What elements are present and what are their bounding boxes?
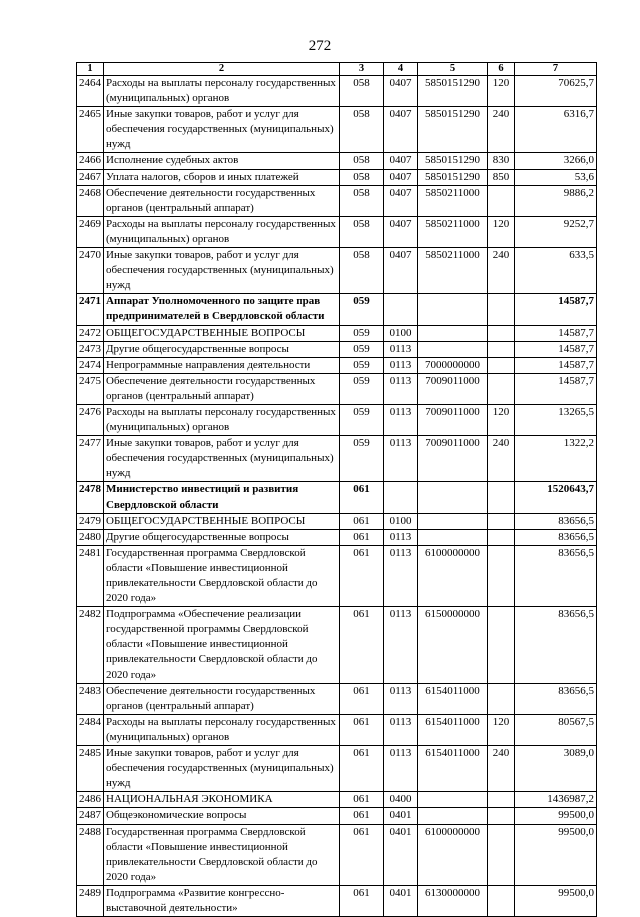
- target-article-code: [418, 325, 488, 341]
- department-code: 059: [340, 325, 384, 341]
- target-article-code: 5850151290: [418, 169, 488, 185]
- table-row: [77, 513, 597, 529]
- department-code: 061: [340, 746, 384, 792]
- section-code: 0401: [384, 885, 418, 916]
- row-number: 2477: [77, 436, 104, 482]
- target-article-code: 5850211000: [418, 216, 488, 247]
- table-row: [77, 107, 597, 153]
- section-code: 0113: [384, 545, 418, 606]
- row-number: 2479: [77, 513, 104, 529]
- target-article-code: [418, 792, 488, 808]
- department-code: 058: [340, 107, 384, 153]
- expense-type-code: [488, 824, 515, 885]
- target-article-code: [418, 808, 488, 824]
- table-row: [77, 153, 597, 169]
- expense-type-code: 120: [488, 714, 515, 745]
- section-code: 0113: [384, 607, 418, 683]
- row-number: 2470: [77, 248, 104, 294]
- amount: 1322,2: [515, 436, 597, 482]
- table-row: [77, 808, 597, 824]
- target-article-code: 5850211000: [418, 185, 488, 216]
- row-number: 2486: [77, 792, 104, 808]
- department-code: 061: [340, 714, 384, 745]
- target-article-code: 5850151290: [418, 107, 488, 153]
- target-article-code: 6100000000: [418, 824, 488, 885]
- table-row: [77, 746, 597, 792]
- target-article-code: 6154011000: [418, 714, 488, 745]
- row-number: 2466: [77, 153, 104, 169]
- target-article-code: 5850151290: [418, 76, 488, 107]
- item-name: Иные закупки товаров, работ и услуг для обеспечения государственных (муниципальных) нужд: [104, 248, 340, 294]
- section-code: 0113: [384, 357, 418, 373]
- column-header: 5: [418, 63, 488, 76]
- section-code: 0401: [384, 824, 418, 885]
- department-code: 061: [340, 482, 384, 513]
- page-number: 272: [308, 38, 332, 54]
- section-code: 0407: [384, 216, 418, 247]
- item-name: Общеэкономические вопросы: [104, 808, 340, 824]
- target-article-code: [418, 341, 488, 357]
- table-row: [77, 294, 597, 325]
- expense-type-code: 120: [488, 76, 515, 107]
- table-row: [77, 357, 597, 373]
- expense-type-code: [488, 513, 515, 529]
- expense-type-code: [488, 607, 515, 683]
- table-row: [77, 76, 597, 107]
- department-code: 061: [340, 529, 384, 545]
- amount: 70625,7: [515, 76, 597, 107]
- target-article-code: 6100000000: [418, 545, 488, 606]
- expense-type-code: [488, 885, 515, 916]
- table-row: [77, 216, 597, 247]
- item-name: Подпрограмма «Обеспечение реализации государственной программы Свердловской области «Повышение инвестиционной привлекательности Свердловской области до 2020 года»: [104, 607, 340, 683]
- expense-type-code: [488, 683, 515, 714]
- expense-type-code: 240: [488, 248, 515, 294]
- row-number: 2467: [77, 169, 104, 185]
- row-number: 2465: [77, 107, 104, 153]
- department-code: 058: [340, 216, 384, 247]
- amount: 9252,7: [515, 216, 597, 247]
- amount: 83656,5: [515, 607, 597, 683]
- section-code: 0401: [384, 808, 418, 824]
- row-number: 2475: [77, 373, 104, 404]
- amount: 3089,0: [515, 746, 597, 792]
- section-code: 0113: [384, 529, 418, 545]
- amount: 14587,7: [515, 373, 597, 404]
- column-header: 1: [77, 63, 104, 76]
- target-article-code: 7009011000: [418, 404, 488, 435]
- column-header: 4: [384, 63, 418, 76]
- row-number: 2480: [77, 529, 104, 545]
- department-code: 061: [340, 607, 384, 683]
- expense-type-code: [488, 545, 515, 606]
- item-name: Обеспечение деятельности государственных органов (центральный аппарат): [104, 683, 340, 714]
- table-row: [77, 792, 597, 808]
- section-code: 0113: [384, 341, 418, 357]
- table-row: [77, 341, 597, 357]
- item-name: Иные закупки товаров, работ и услуг для обеспечения государственных (муниципальных) нужд: [104, 746, 340, 792]
- amount: 99500,0: [515, 885, 597, 916]
- budget-table: [76, 62, 597, 917]
- section-code: [384, 482, 418, 513]
- expense-type-code: [488, 808, 515, 824]
- amount: 99500,0: [515, 808, 597, 824]
- row-number: 2484: [77, 714, 104, 745]
- item-name: Непрограммные направления деятельности: [104, 357, 340, 373]
- row-number: 2473: [77, 341, 104, 357]
- item-name: Расходы на выплаты персоналу государственных (муниципальных) органов: [104, 404, 340, 435]
- item-name: Иные закупки товаров, работ и услуг для обеспечения государственных (муниципальных) нужд: [104, 107, 340, 153]
- table-row: [77, 404, 597, 435]
- department-code: 061: [340, 683, 384, 714]
- department-code: 058: [340, 169, 384, 185]
- expense-type-code: [488, 792, 515, 808]
- table-row: [77, 607, 597, 683]
- item-name: ОБЩЕГОСУДАРСТВЕННЫЕ ВОПРОСЫ: [104, 325, 340, 341]
- section-code: 0407: [384, 185, 418, 216]
- section-code: 0407: [384, 107, 418, 153]
- department-code: 061: [340, 513, 384, 529]
- department-code: 059: [340, 404, 384, 435]
- expense-type-code: [488, 325, 515, 341]
- section-code: 0400: [384, 792, 418, 808]
- table-row: [77, 714, 597, 745]
- department-code: 059: [340, 341, 384, 357]
- item-name: Расходы на выплаты персоналу государственных (муниципальных) органов: [104, 216, 340, 247]
- item-name: НАЦИОНАЛЬНАЯ ЭКОНОМИКА: [104, 792, 340, 808]
- expense-type-code: 120: [488, 216, 515, 247]
- row-number: 2482: [77, 607, 104, 683]
- section-code: 0407: [384, 169, 418, 185]
- target-article-code: 6150000000: [418, 607, 488, 683]
- target-article-code: 6130000000: [418, 885, 488, 916]
- item-name: Государственная программа Свердловской области «Повышение инвестиционной привлекательности Свердловской области до 2020 года»: [104, 545, 340, 606]
- item-name: Расходы на выплаты персоналу государственных (муниципальных) органов: [104, 714, 340, 745]
- row-number: 2471: [77, 294, 104, 325]
- amount: 80567,5: [515, 714, 597, 745]
- section-code: 0407: [384, 76, 418, 107]
- row-number: 2483: [77, 683, 104, 714]
- amount: 53,6: [515, 169, 597, 185]
- row-number: 2485: [77, 746, 104, 792]
- table-row: [77, 824, 597, 885]
- column-header: 2: [104, 63, 340, 76]
- table-row: [77, 885, 597, 916]
- target-article-code: 7009011000: [418, 436, 488, 482]
- table-row: [77, 185, 597, 216]
- item-name: Аппарат Уполномоченного по защите прав предпринимателей в Свердловской области: [104, 294, 340, 325]
- amount: 83656,5: [515, 545, 597, 606]
- section-code: 0113: [384, 404, 418, 435]
- table-body: [77, 76, 597, 917]
- target-article-code: [418, 513, 488, 529]
- target-article-code: [418, 482, 488, 513]
- amount: 14587,7: [515, 357, 597, 373]
- table-row: [77, 436, 597, 482]
- item-name: Исполнение судебных актов: [104, 153, 340, 169]
- amount: 13265,5: [515, 404, 597, 435]
- column-header: 7: [515, 63, 597, 76]
- expense-type-code: 830: [488, 153, 515, 169]
- expense-type-code: [488, 357, 515, 373]
- department-code: 059: [340, 373, 384, 404]
- row-number: 2469: [77, 216, 104, 247]
- item-name: Обеспечение деятельности государственных органов (центральный аппарат): [104, 185, 340, 216]
- amount: 1520643,7: [515, 482, 597, 513]
- item-name: Уплата налогов, сборов и иных платежей: [104, 169, 340, 185]
- department-code: 058: [340, 76, 384, 107]
- table-row: [77, 683, 597, 714]
- amount: 9886,2: [515, 185, 597, 216]
- row-number: 2476: [77, 404, 104, 435]
- department-code: 058: [340, 185, 384, 216]
- section-code: 0113: [384, 373, 418, 404]
- amount: 6316,7: [515, 107, 597, 153]
- department-code: 059: [340, 294, 384, 325]
- target-article-code: 7009011000: [418, 373, 488, 404]
- table-row: [77, 482, 597, 513]
- amount: 3266,0: [515, 153, 597, 169]
- expense-type-code: [488, 482, 515, 513]
- item-name: Обеспечение деятельности государственных органов (центральный аппарат): [104, 373, 340, 404]
- table-row: [77, 373, 597, 404]
- expense-type-code: 240: [488, 436, 515, 482]
- expense-type-code: [488, 373, 515, 404]
- row-number: 2488: [77, 824, 104, 885]
- expense-type-code: [488, 294, 515, 325]
- expense-type-code: 120: [488, 404, 515, 435]
- item-name: Подпрограмма «Развитие конгрессно-выставочной деятельности»: [104, 885, 340, 916]
- item-name: Государственная программа Свердловской области «Повышение инвестиционной привлекательности Свердловской области до 2020 года»: [104, 824, 340, 885]
- item-name: Другие общегосударственные вопросы: [104, 529, 340, 545]
- department-code: 059: [340, 357, 384, 373]
- expense-type-code: [488, 185, 515, 216]
- expense-type-code: [488, 529, 515, 545]
- section-code: [384, 294, 418, 325]
- header-row: [77, 63, 597, 76]
- target-article-code: [418, 294, 488, 325]
- expense-type-code: 240: [488, 107, 515, 153]
- row-number: 2489: [77, 885, 104, 916]
- department-code: 061: [340, 824, 384, 885]
- expense-type-code: 240: [488, 746, 515, 792]
- row-number: 2472: [77, 325, 104, 341]
- item-name: Другие общегосударственные вопросы: [104, 341, 340, 357]
- amount: 99500,0: [515, 824, 597, 885]
- department-code: 058: [340, 153, 384, 169]
- section-code: 0113: [384, 683, 418, 714]
- amount: 14587,7: [515, 294, 597, 325]
- department-code: 061: [340, 792, 384, 808]
- section-code: 0113: [384, 714, 418, 745]
- item-name: Министерство инвестиций и развития Свердловской области: [104, 482, 340, 513]
- table-row: [77, 529, 597, 545]
- amount: 83656,5: [515, 683, 597, 714]
- amount: 83656,5: [515, 529, 597, 545]
- column-header: 6: [488, 63, 515, 76]
- amount: 14587,7: [515, 325, 597, 341]
- target-article-code: 6154011000: [418, 746, 488, 792]
- amount: 14587,7: [515, 341, 597, 357]
- target-article-code: 5850151290: [418, 153, 488, 169]
- table-row: [77, 325, 597, 341]
- section-code: 0113: [384, 746, 418, 792]
- section-code: 0407: [384, 153, 418, 169]
- row-number: 2468: [77, 185, 104, 216]
- column-header: 3: [340, 63, 384, 76]
- department-code: 061: [340, 808, 384, 824]
- row-number: 2481: [77, 545, 104, 606]
- target-article-code: 6154011000: [418, 683, 488, 714]
- department-code: 058: [340, 248, 384, 294]
- target-article-code: 5850211000: [418, 248, 488, 294]
- department-code: 061: [340, 545, 384, 606]
- department-code: 061: [340, 885, 384, 916]
- item-name: ОБЩЕГОСУДАРСТВЕННЫЕ ВОПРОСЫ: [104, 513, 340, 529]
- row-number: 2478: [77, 482, 104, 513]
- table-row: [77, 545, 597, 606]
- amount: 633,5: [515, 248, 597, 294]
- expense-type-code: [488, 341, 515, 357]
- table-row: [77, 248, 597, 294]
- table-row: [77, 169, 597, 185]
- section-code: 0100: [384, 325, 418, 341]
- section-code: 0100: [384, 513, 418, 529]
- section-code: 0113: [384, 436, 418, 482]
- target-article-code: 7000000000: [418, 357, 488, 373]
- item-name: Расходы на выплаты персоналу государственных (муниципальных) органов: [104, 76, 340, 107]
- amount: 83656,5: [515, 513, 597, 529]
- item-name: Иные закупки товаров, работ и услуг для обеспечения государственных (муниципальных) нужд: [104, 436, 340, 482]
- amount: 1436987,2: [515, 792, 597, 808]
- row-number: 2474: [77, 357, 104, 373]
- target-article-code: [418, 529, 488, 545]
- row-number: 2464: [77, 76, 104, 107]
- expense-type-code: 850: [488, 169, 515, 185]
- department-code: 059: [340, 436, 384, 482]
- section-code: 0407: [384, 248, 418, 294]
- row-number: 2487: [77, 808, 104, 824]
